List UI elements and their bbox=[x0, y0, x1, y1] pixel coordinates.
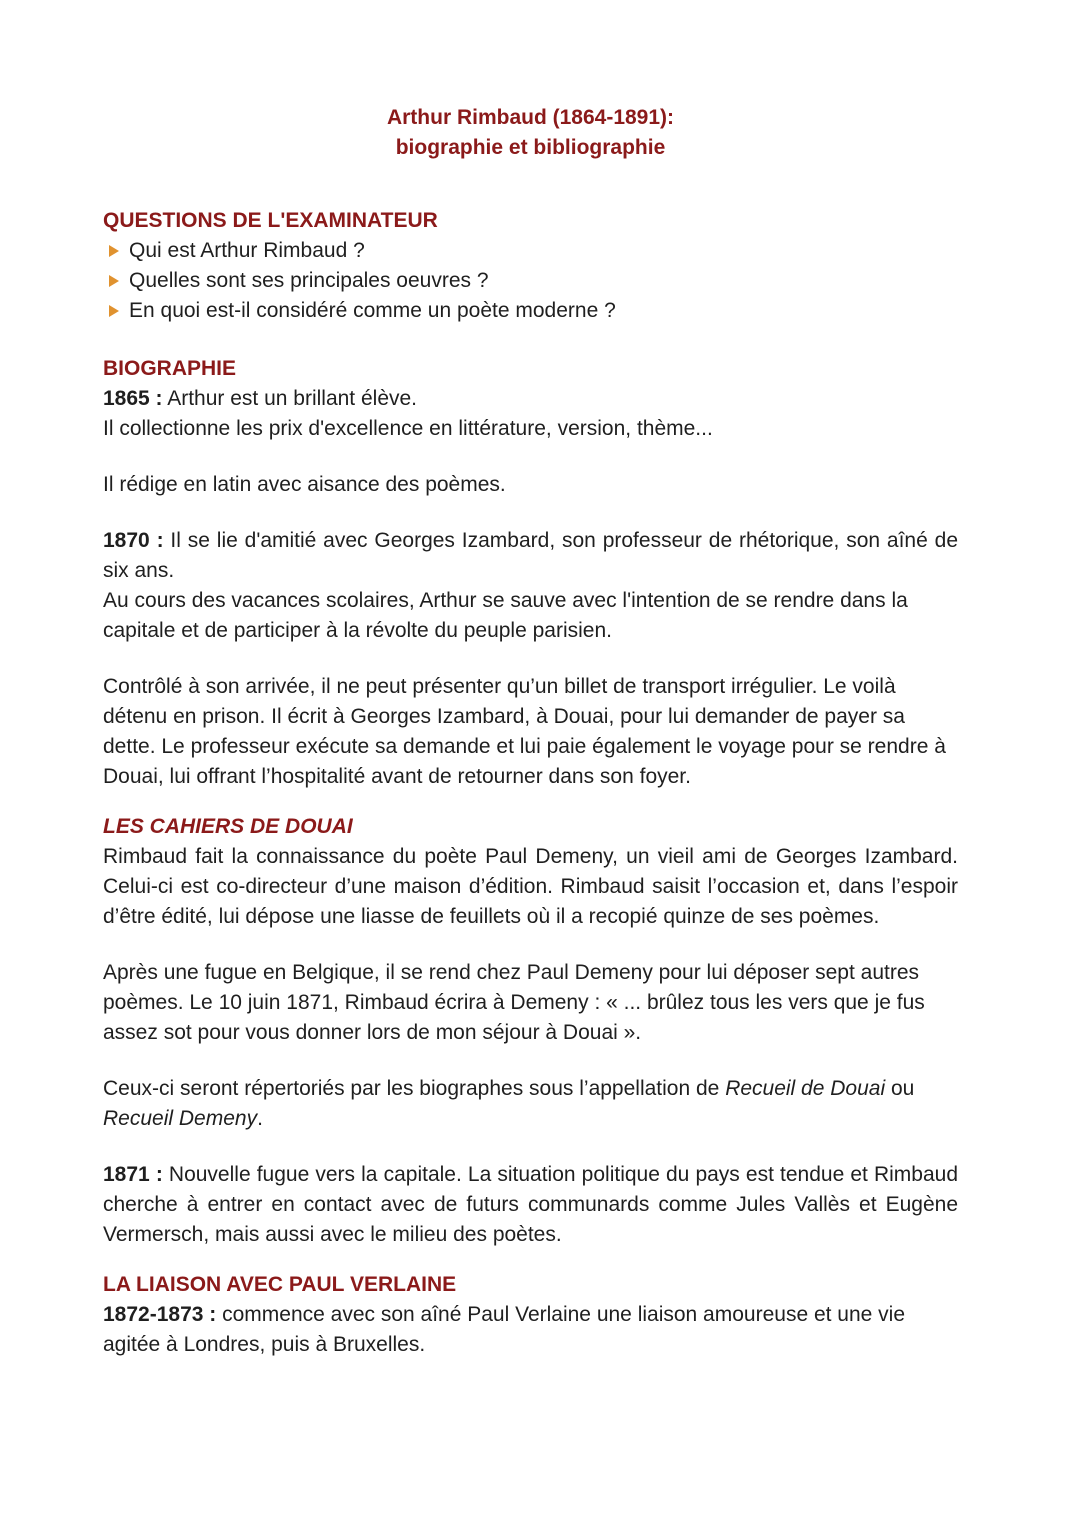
bullet-arrow-icon bbox=[109, 305, 119, 317]
paragraph-text: commence avec son aîné Paul Verlaine une liaison amoureuse et une vie agitée à Londres, puis à Bruxelles. bbox=[103, 1303, 906, 1356]
verlaine-heading: LA LIAISON AVEC PAUL VERLAINE bbox=[103, 1273, 457, 1296]
cahiers-heading: LES CAHIERS DE DOUAI bbox=[103, 815, 353, 838]
questions-list bbox=[103, 236, 958, 326]
question-text: Qui est Arthur Rimbaud ? bbox=[129, 239, 365, 262]
title-line-2: biographie et bibliographie bbox=[395, 136, 666, 159]
book-title: Recueil de Douai bbox=[725, 1077, 886, 1100]
paragraph-text: ou bbox=[885, 1077, 915, 1100]
paragraph-recueil bbox=[103, 1074, 958, 1134]
paragraph-latin: Il rédige en latin avec aisance des poèmes. bbox=[103, 473, 506, 496]
year-label: 1872-1873 : bbox=[103, 1303, 217, 1326]
paragraph-text: Ceux-ci seront répertoriés par les biographes sous l’appellation de bbox=[103, 1077, 726, 1100]
question-text: En quoi est-il considéré comme un poète moderne ? bbox=[129, 299, 616, 322]
paragraph-text: Il se lie d'amitié avec Georges Izambard, son professeur de rhétorique, son aîné de six ans. bbox=[103, 529, 958, 582]
paragraph-demeny: Rimbaud fait la connaissance du poète Paul Demeny, un vieil ami de Georges Izambard. Celui-ci est co-directeur d’une maison d’édition. Rimbaud saisit l’occasion et, dans l’espoir d’être édité, lui dépose une liasse de feuillets où il a recopié quinze de ses poèmes. bbox=[103, 845, 958, 928]
year-label: 1870 : bbox=[103, 529, 164, 552]
paragraph-vacances: Au cours des vacances scolaires, Arthur se sauve avec l'intention de se rendre dans la capitale et de participer à la révolte du peuple parisien. bbox=[103, 589, 908, 642]
list-item bbox=[103, 236, 958, 266]
paragraph-text: Nouvelle fugue vers la capitale. La situation politique du pays est tendue et Rimbaud cherche à entrer en contact avec de futurs communards comme Jules Vallès et Eugène Vermersch, mais aussi avec le milieu des poètes. bbox=[103, 1163, 959, 1246]
year-label: 1865 : bbox=[103, 387, 163, 410]
biographie-heading: BIOGRAPHIE bbox=[103, 357, 237, 380]
title-line-1: Arthur Rimbaud (1864-1891): bbox=[386, 106, 675, 129]
list-item bbox=[103, 296, 958, 326]
paragraph-text: . bbox=[257, 1107, 263, 1130]
paragraph-1872 bbox=[103, 1300, 958, 1360]
year-label: 1871 : bbox=[103, 1163, 163, 1186]
questions-heading: QUESTIONS DE L'EXAMINATEUR bbox=[103, 209, 438, 232]
paragraph-text: Arthur est un brillant élève. bbox=[162, 387, 418, 410]
paragraph-1870 bbox=[103, 526, 958, 586]
paragraph-prix: Il collectionne les prix d'excellence en littérature, version, thème... bbox=[103, 417, 713, 440]
bullet-arrow-icon bbox=[109, 275, 119, 287]
document-title bbox=[103, 103, 958, 163]
paragraph-belgique: Après une fugue en Belgique, il se rend chez Paul Demeny pour lui déposer sept autres poèmes. Le 10 juin 1871, Rimbaud écrira à Demeny : « ... brûlez tous les vers que je fus assez sot pour vous donner lors de mon séjour à Douai ». bbox=[103, 961, 925, 1044]
paragraph-1865 bbox=[103, 384, 958, 414]
paragraph-1871 bbox=[103, 1160, 958, 1250]
question-text: Quelles sont ses principales oeuvres ? bbox=[129, 269, 489, 292]
list-item bbox=[103, 266, 958, 296]
bullet-arrow-icon bbox=[109, 245, 119, 257]
paragraph-controle: Contrôlé à son arrivée, il ne peut présenter qu’un billet de transport irrégulier. Le voilà détenu en prison. Il écrit à Georges Izambard, à Douai, pour lui demander de payer sa dette. Le professeur exécute sa demande et lui paie également le voyage pour se rendre à Douai, lui offrant l’hospitalité avant de retourner dans son foyer. bbox=[103, 675, 946, 788]
book-title: Recueil Demeny bbox=[103, 1107, 258, 1130]
